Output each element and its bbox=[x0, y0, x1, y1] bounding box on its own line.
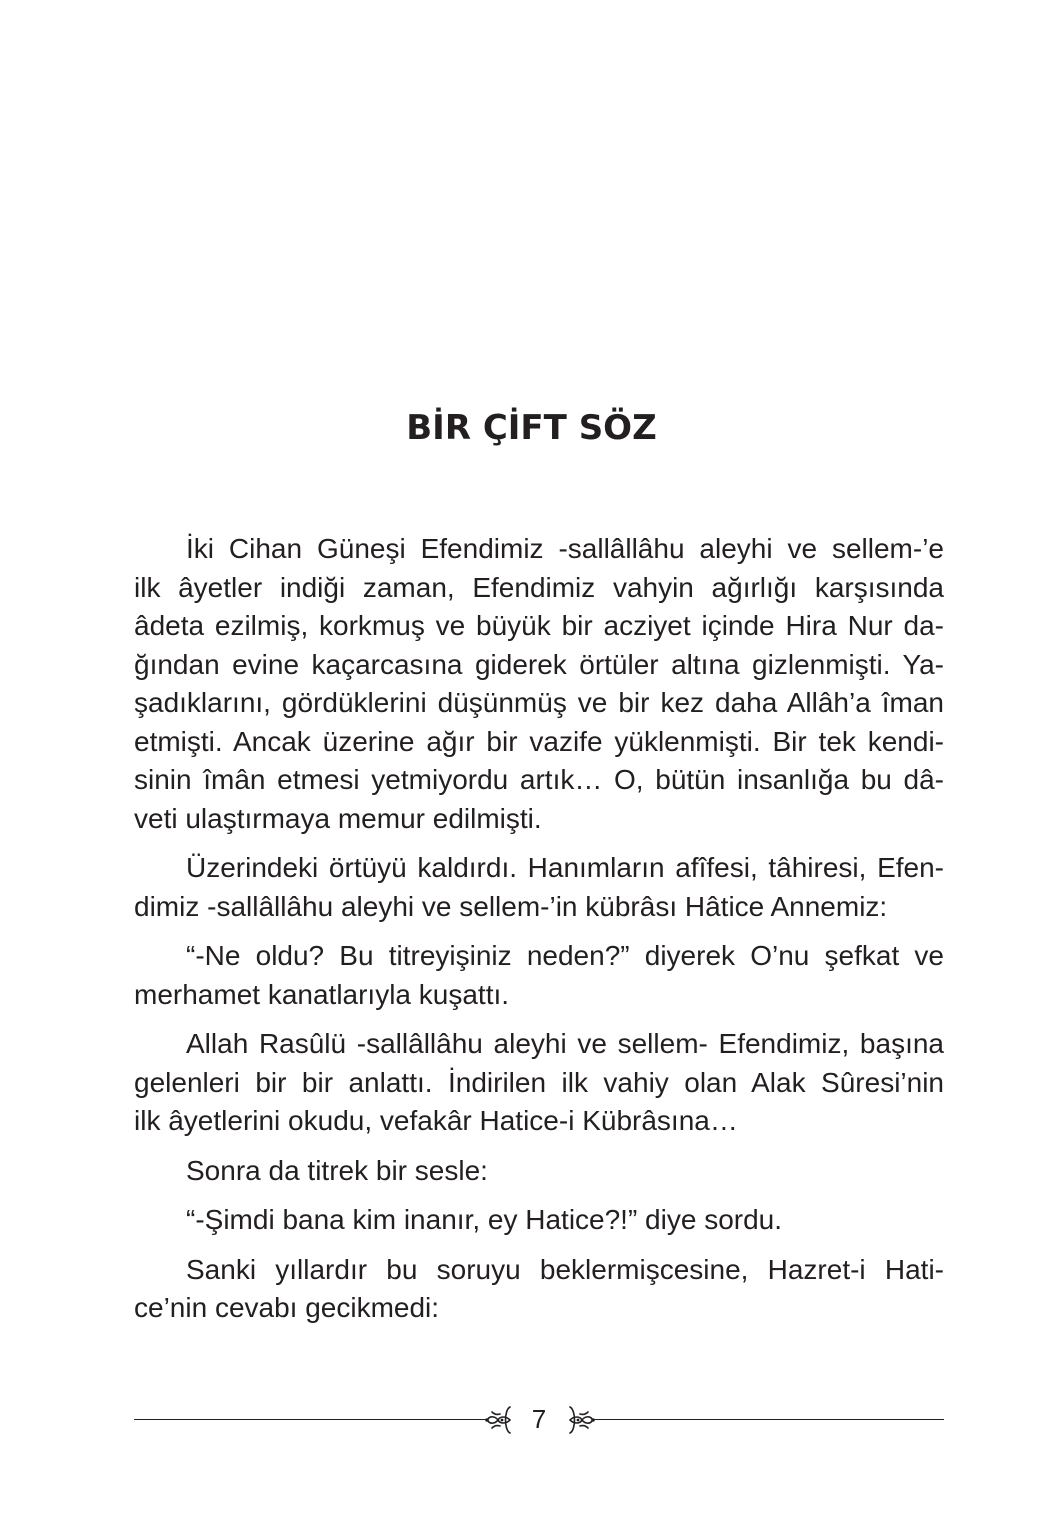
paragraph-line: Sanki yıllardır bu soruyu beklermişcesine, Hazret-i Hati- bbox=[186, 1253, 944, 1285]
paragraph-line: ilk âyetler indiği zaman, Efendimiz vahyin ağırlığı karşısında bbox=[134, 571, 944, 603]
paragraph-1 bbox=[134, 530, 944, 838]
paragraph-6 bbox=[134, 1201, 944, 1240]
floral-ornament-right-icon bbox=[566, 1404, 596, 1436]
floral-ornament-left-icon bbox=[484, 1404, 514, 1436]
paragraph-line: Allah Rasûlü -sallâllâhu aleyhi ve sellem- Efendimiz, başına bbox=[186, 1028, 944, 1059]
paragraph-line: Sonra da titrek bir sesle: bbox=[186, 1154, 488, 1186]
paragraph-2 bbox=[134, 849, 944, 926]
paragraph-line: ce’nin cevabı gecikmedi: bbox=[134, 1292, 440, 1323]
paragraph-line: “-Ne oldu? Bu titreyişiniz neden?” diyerek O’nu şefkat ve bbox=[186, 940, 944, 971]
chapter-title: BİR ÇİFT SÖZ bbox=[406, 408, 657, 448]
footer-rule-right bbox=[592, 1419, 944, 1420]
paragraph-line: ğından evine kaçarcasına giderek örtüler altına gizlenmişti. Ya- bbox=[134, 648, 944, 680]
paragraph-line: veti ulaştırmaya memur edilmişti. bbox=[134, 802, 542, 834]
paragraph-7 bbox=[134, 1251, 944, 1328]
paragraph-line: âdeta ezilmiş, korkmuş ve büyük bir acziyet içinde Hira Nur da- bbox=[134, 610, 944, 641]
page-footer bbox=[134, 1402, 944, 1442]
body-text bbox=[134, 530, 944, 1339]
paragraph-3 bbox=[134, 937, 944, 1014]
paragraph-line: dimiz -sallâllâhu aleyhi ve sellem-’in kübrâsı Hâtice Annemiz: bbox=[134, 890, 888, 922]
paragraph-5 bbox=[134, 1152, 944, 1191]
paragraph-line: “-Şimdi bana kim inanır, ey Hatice?!” diye sordu. bbox=[186, 1204, 783, 1235]
paragraph-line: ilk âyetlerini okudu, vefakâr Hatice-i Kübrâsına… bbox=[134, 1105, 738, 1136]
paragraph-line: merhamet kanatlarıyla kuşattı. bbox=[134, 978, 510, 1010]
footer-rule-left bbox=[134, 1419, 486, 1420]
paragraph-4 bbox=[134, 1025, 944, 1141]
paragraph-line: sinin îmân etmesi yetmiyordu artık… O, bütün insanlığa bu dâ- bbox=[134, 764, 944, 795]
page-number: 7 bbox=[531, 1404, 547, 1434]
paragraph-line: Üzerindeki örtüyü kaldırdı. Hanımların afîfesi, tâhiresi, Efen- bbox=[186, 852, 944, 883]
paragraph-line: etmişti. Ancak üzerine ağır bir vazife yüklenmişti. Bir tek kendi- bbox=[134, 725, 944, 757]
paragraph-line: şadıklarını, gördüklerini düşünmüş ve bir kez daha Allâh’a îman bbox=[134, 687, 944, 718]
paragraph-line: İki Cihan Güneşi Efendimiz -sallâllâhu aleyhi ve sellem-’e bbox=[186, 533, 944, 564]
paragraph-line: gelenleri bir bir anlattı. İndirilen ilk vahiy olan Alak Sûresi’nin bbox=[134, 1066, 944, 1098]
